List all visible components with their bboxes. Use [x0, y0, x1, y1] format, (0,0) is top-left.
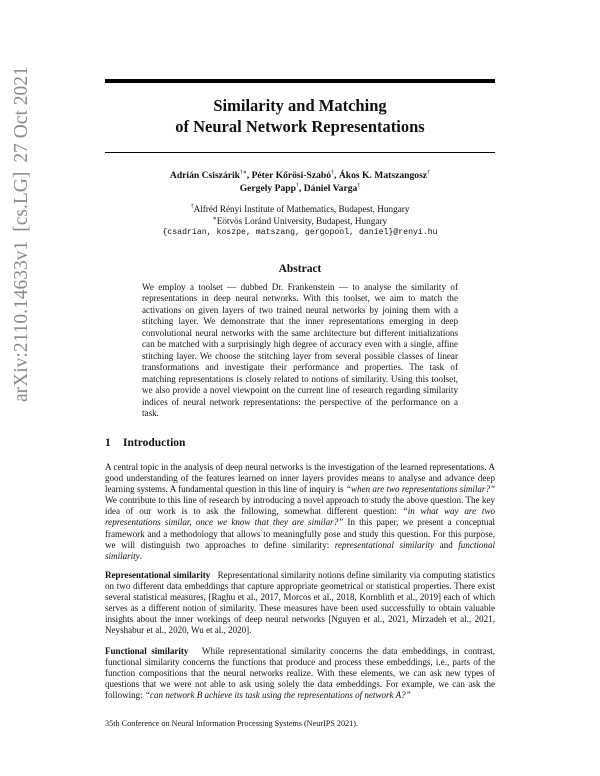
- italic-term: representational similarity: [334, 539, 435, 550]
- author-affil-mark: †: [331, 170, 335, 176]
- title-line-2: of Neural Network Representations: [175, 117, 425, 136]
- author-affil-mark: †: [295, 183, 299, 189]
- arxiv-date: 27 Oct 2021: [11, 66, 32, 163]
- text-run: Representational similarity notions define similarity via computing statistics on two different data embeddings that capture appropriate geometrical or statistical properties. There exist several statistical measures, [Raghu et al., 2017, Morcos et al., 2018, Kornblith et al., 2019] each of which serves as a different notion of similarity. These measures have been used successfully to obtain valuable insights about the inner workings of deep neural networks [Nguyen et al., 2021, Mirzadeh et al., 2021, Neyshabur et al., 2020, Wu et al., 2020].: [105, 570, 495, 636]
- title-top-rule: [105, 79, 495, 83]
- text-run: We contribute to this line of research by introducing a novel approach to study the above question. The key idea of our work is to ask the following, somewhat different question:: [105, 495, 495, 517]
- conference-footer: 35th Conference on Neural Information Processing Systems (NeurIPS 2021).: [105, 719, 359, 728]
- author-name: Péter Kőrösi-Szabó: [251, 170, 332, 181]
- affiliations: [105, 204, 495, 239]
- title-line-1: Similarity and Matching: [213, 96, 387, 115]
- abstract-text: We employ a toolset — dubbed Dr. Frankenstein — to analyse the similarity of representations in deep neural networks. With this toolset, we aim to match the activations on given layers of two trained neural networks by joining them with a stitching layer. We demonstrate that the inner representations emerging in deep convolutional neural networks with the same architecture but different initializations can be matched with a surprisingly high degree of accuracy even with a single, affine stitching layer. We choose the stitching layer from several possible classes of linear transformations and investigate their performance and properties. The task of matching representations is closely related to notions of similarity. Using this toolset, we also provide a novel viewpoint on the current line of research regarding similarity indices of neural network representations: the perspective of the performance on a task.: [142, 282, 458, 418]
- abstract-heading: Abstract: [278, 263, 322, 275]
- author-affil-mark: †: [357, 183, 361, 189]
- section-heading: [105, 437, 185, 449]
- section-number: 1: [105, 437, 111, 449]
- italic-question: “when are two representations similar?”: [345, 484, 495, 495]
- author-name: Adrián Csiszárik: [169, 170, 240, 181]
- text-run: .: [139, 550, 142, 561]
- affil-mark: ⋄: [212, 215, 217, 222]
- paragraph-heading: Representational similarity: [105, 570, 211, 580]
- text-run: A central topic in the analysis of deep neural networks is the investigation of the learned representations. A good understanding of the features learned on inner layers provides means to analyse and advance deep learning systems. A fundamental question in this line of inquiry is: [105, 462, 495, 495]
- arxiv-id: arXiv:2110.14633v1: [11, 240, 32, 402]
- author-affil-mark: †⋄: [240, 170, 247, 176]
- text-run: While representational similarity concerns the data embeddings, in contrast, functional similarity concerns the functions that produce and process these embeddings, i.e., parts of the function compositions that the neural networks realize. With these elements, we can ask new types of questions that we were not able to ask using solely the data embeddings. For example, we can ask the following:: [105, 646, 495, 701]
- functional-similarity-paragraph: [105, 646, 495, 701]
- author-emails: {csadrian, koszpe, matszang, gergopool, daniel}@renyi.hu: [162, 228, 438, 238]
- paragraph-heading: Functional similarity: [105, 646, 189, 656]
- affiliation-1: Alfréd Rényi Institute of Mathematics, Budapest, Hungary: [193, 204, 410, 214]
- author-affil-mark: †: [427, 170, 431, 176]
- affil-mark: †: [190, 204, 194, 210]
- italic-question: “can network B achieve its task using the representations of network A?”: [144, 690, 411, 701]
- paper-title: [105, 95, 495, 137]
- author-name: Ákos K. Matszangosz: [338, 170, 428, 181]
- text-run: In this paper, we present a conceptual framework and a methodology that allows to meaningfully pose and study this question. For this purpose, we will distinguish two approaches to define similarity:: [105, 517, 495, 550]
- intro-paragraph-1: [105, 462, 495, 562]
- section-title: Introduction: [123, 437, 186, 449]
- affiliation-2: Eötvös Loránd University, Budapest, Hungary: [216, 215, 388, 226]
- italic-question: “in what way are two representations similar, once we know that they are similar?”: [105, 506, 495, 528]
- representational-similarity-paragraph: [105, 570, 495, 637]
- text-run: and: [434, 539, 459, 550]
- arxiv-category: [cs.LG]: [11, 171, 32, 232]
- arxiv-stamp: [8, 22, 36, 402]
- title-bottom-rule: [105, 152, 495, 153]
- author-list: Adrián Csiszárik†⋄, Péter Kőrösi-Szabó†, Ákos K. Matszangosz† Gergely Papp†, Dániel Varga†: [169, 170, 431, 194]
- author-name: Dániel Varga: [303, 183, 358, 194]
- italic-term: functional similarity: [105, 539, 495, 561]
- author-name: Gergely Papp: [239, 183, 296, 194]
